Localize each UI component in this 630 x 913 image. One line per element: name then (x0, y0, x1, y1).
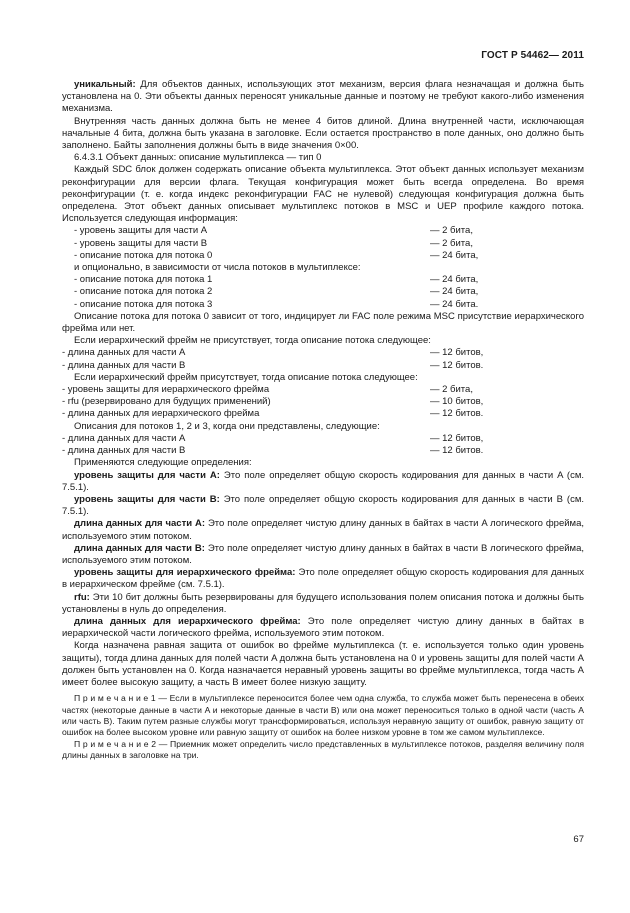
paragraph-stream0: Описание потока для потока 0 зависит от того, индицирует ли FAC поле режима MSC присутствие иерархического фрейма или нет. (62, 310, 584, 335)
definition: rfu: Эти 10 бит должны быть резервированы для будущего использования полем описания потока и должны быть установлены в нуль до определения. (62, 591, 584, 615)
list-item: - длина данных для иерархического фрейма — 12 битов. (62, 408, 484, 420)
document-body (62, 79, 584, 762)
paragraph-equal-protection: Когда назначена равная защита от ошибок во фрейме мультиплекса (т. е. используется только один уровень защиты), тогда длина данных для полей части A должна быть установлена на 0 и уровень защиты для полей части A должен быть установлен на 0. Когда назначается неравный уровень защиты во фрейме мультиплекса, тогда часть A имеет более высокую защиту, а часть B имеет более низкую защиту. (62, 640, 584, 688)
section-heading: 6.4.3.1 Объект данных: описание мультиплекса — тип 0 (74, 152, 322, 164)
field-list-3 (62, 347, 584, 371)
paragraph-streams-123: Описания для потоков 1, 2 и 3, когда они представлены, следующие: (74, 420, 380, 432)
paragraph-definitions-intro: Применяются следующие определения: (74, 457, 252, 469)
list-item: - длина данных для части A — 12 битов, (62, 347, 484, 359)
list-item: - описание потока для потока 3 — 24 бита. (74, 298, 479, 310)
list-item: - rfu (резервировано для будущих применений) — 10 битов, (62, 396, 484, 408)
note-1: П р и м е ч а н и е 1 — Если в мультиплексе переносится более чем одна служба, то служба может быть перенесена в обеих частях (некоторые данные в части A и некоторые данные в части B) или она может переноситься только в одной части (часть A или часть B). Таким путем разные службы могут трансформироваться, используя неравную защиту от ошибок, равную защиту от ошибок на более высоком уровне или равную защиту от ошибок на более низком уровне в том же самом мультиплексе. (62, 693, 584, 738)
field-list-1 (62, 225, 584, 262)
definition: длина данных для иерархического фрейма: Это поле определяет чистую длину данных в байтах в иерархической части логического фрейма, используемого этим потоком. (62, 615, 584, 640)
paragraph-sdc: Каждый SDC блок должен содержать описание объекта мультиплекса. Этот объект данных использует механизм реконфигурации для версии флага. Текущая конфигурация может быть всегда определена. Во время реконфигурации (т. е. когда индекс реконфигурации FAC не нулевой) следующая конфигурация должна быть определена. Этот объект данных описывает мультиплекс потоков в MSC и UEP профиле каждого потока. Используется следующая информация: (62, 164, 584, 225)
list-item: - описание потока для потока 1 — 24 бита, (74, 274, 479, 286)
paragraph-inner-part: Внутренняя часть данных должна быть не менее 4 битов длиной. Длина внутренней части, исключающая начальные 4 бита, должна быть указана в заголовке. Если остается пространство в поле данных, оно должно быть заполнено. Байты заполнения должны быть в виде значения 0×00. (62, 115, 584, 152)
list-item: - уровень защиты для части A — 2 бита, (74, 225, 473, 237)
list-item: - описание потока для потока 0 — 24 бита, (74, 249, 479, 261)
note-2: П р и м е ч а н и е 2 — Приемник может определить число представленных в мультиплексе потоков, разделяя величину поля длины данных в заголовке на три. (62, 738, 584, 761)
text-unique: Для объектов данных, использующих этот механизм, версия флага незначащая и должна быть установлена на 0. Эти объекты данных переносят уникальные данные и поэтому не требуют какого-либо изменения механизма. (62, 79, 584, 115)
field-list-5 (62, 433, 584, 457)
list-item: - длина данных для части B — 12 битов. (62, 359, 484, 371)
paragraph-no-hier: Если иерархический фрейм не присутствует, тогда описание потока следующее: (74, 335, 431, 347)
list-item: - уровень защиты для части B — 2 бита, (74, 237, 473, 249)
list-item: - уровень защиты для иерархического фрейма — 2 бита, (62, 384, 473, 396)
paragraph-unique (62, 79, 584, 116)
field-list-2 (62, 274, 584, 311)
page-number: 67 (573, 834, 584, 845)
list-item: - длина данных для части A — 12 битов, (62, 432, 484, 444)
document-header: ГОСТ Р 54462— 2011 (481, 50, 584, 61)
definition: длина данных для части A: Это поле определяет чистую длину данных в байтах в части A логического фрейма, используемого этим потоком. (62, 518, 584, 542)
field-list-4 (62, 384, 584, 421)
term-unique: уникальный: (74, 79, 136, 90)
paragraph-hier: Если иерархический фрейм присутствует, тогда описание потока следующее: (74, 371, 418, 383)
list-item: - длина данных для части B — 12 битов. (62, 445, 484, 457)
definition: уровень защиты для части B: Это поле определяет общую скорость кодирования для данных в части B (см. 7.5.1). (62, 493, 584, 518)
definition: уровень защиты для иерархического фрейма: Это поле определяет общую скорость кодирования для данных в иерархическом фрейме (см. 7.5.1). (62, 567, 584, 591)
list-item: - описание потока для потока 2 — 24 бита, (74, 286, 479, 298)
definition: уровень защиты для части A: Это поле определяет общую скорость кодирования для данных в части A (см. 7.5.1). (62, 469, 584, 493)
paragraph-optional: и опционально, в зависимости от числа потоков в мультиплексе: (74, 262, 361, 274)
definition: длина данных для части B: Это поле определяет чистую длину данных в байтах в части B логического фрейма, используемого этим потоком. (62, 542, 584, 566)
